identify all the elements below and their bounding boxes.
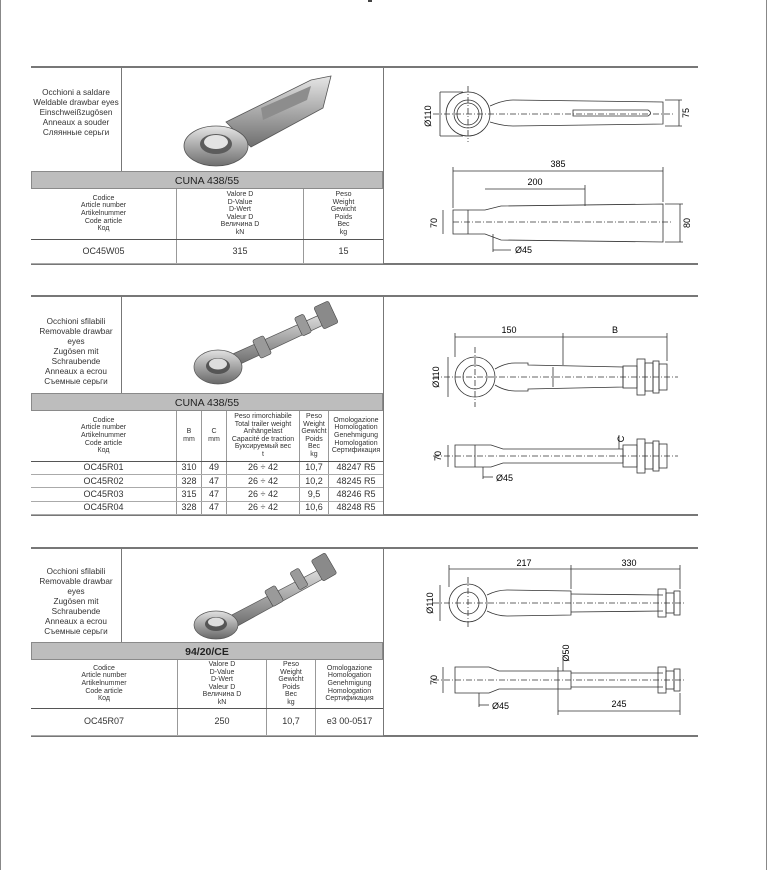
name-ru: Съемные серьги (44, 377, 108, 386)
header-c: C mm (202, 411, 227, 461)
name-de: Einschweißzugösen (39, 108, 113, 117)
dim-bore-diameter: Ø45 (496, 473, 514, 483)
dim-left-height: 70 (429, 217, 439, 229)
section-top-rule (31, 66, 698, 68)
cell-c: 47 (202, 501, 227, 514)
dim-eye-length: 217 (516, 558, 532, 568)
dim-height: 70 (429, 674, 439, 686)
spec-table (31, 189, 383, 264)
dim-height: 70 (433, 450, 443, 462)
cell-code: OC45W05 (31, 239, 177, 264)
technical-drawing (393, 317, 693, 507)
name-en: Weldable drawbar eyes (33, 98, 119, 107)
cell-b: 310 (177, 461, 202, 474)
weldable-eye-illustration (171, 72, 371, 172)
cell-d-value: 250 (178, 708, 267, 735)
cell-code: OC45R01 (31, 461, 177, 474)
product-name-multilingual (31, 88, 121, 138)
dim-thread-length: 245 (611, 699, 627, 709)
cell-weight: 9,5 (300, 488, 329, 501)
table-row (31, 239, 383, 264)
name-en: Removable drawbar eyes (39, 577, 113, 596)
technical-drawing (393, 557, 693, 729)
cell-code: OC45R07 (31, 708, 178, 735)
page-border-left (0, 0, 1, 870)
language-divider (121, 547, 122, 642)
header-homologation: Omologazione Homologation Genehmigung Homologation Сертификация (316, 660, 384, 708)
header-code: Codice Article number Artikelnummer Code article Код (31, 189, 177, 239)
cell-c: 47 (202, 488, 227, 501)
header-d-value: Valore D D-Value D-Wert Valeur D Величина D kN (177, 189, 304, 239)
product-name-multilingual (31, 567, 121, 637)
name-en: Removable drawbar eyes (39, 327, 113, 346)
cell-code: OC45R02 (31, 474, 177, 487)
cell-b: 328 (177, 501, 202, 514)
cell-b: 315 (177, 488, 202, 501)
cell-d-value: 315 (177, 239, 304, 264)
name-it: Occhioni a saldare (42, 88, 110, 97)
cell-weight: 10,6 (300, 501, 329, 514)
section-removable-eyes (31, 295, 698, 517)
spec-table (31, 411, 383, 515)
spec-table (31, 660, 383, 736)
header-code: Codice Article number Artikelnummer Code article Код (31, 660, 178, 708)
cell-code: OC45R04 (31, 501, 177, 514)
dim-c: C (616, 435, 626, 443)
cell-c: 47 (202, 474, 227, 487)
table-row (31, 501, 383, 514)
language-divider (121, 295, 122, 393)
dim-overall-length: 385 (550, 159, 566, 169)
cell-trailer-weight: 26 ÷ 42 (227, 474, 300, 487)
name-ru: Съемные серьги (44, 627, 108, 636)
standard-band: CUNA 438/55 (31, 393, 383, 411)
removable-eye-ce-illustration (176, 549, 376, 641)
name-fr: Anneaux a ecrou (45, 367, 107, 376)
cell-weight: 10,7 (267, 708, 316, 735)
cell-trailer-weight: 26 ÷ 42 (227, 501, 300, 514)
cell-weight: 10,2 (300, 474, 329, 487)
header-code: Codice Article number Artikelnummer Code article Код (31, 411, 177, 461)
name-de: Zugösen mit Schraubende (51, 347, 101, 366)
name-fr: Anneaux a ecrou (45, 617, 107, 626)
cell-homologation: 48247 R5 (329, 461, 384, 474)
dim-slot-height: 75 (681, 107, 691, 119)
table-row (31, 461, 383, 474)
dim-eye-length: 150 (501, 325, 517, 335)
language-divider (121, 66, 122, 171)
cell-homologation: e3 00-0517 (316, 708, 384, 735)
dim-b: B (611, 325, 619, 335)
product-name-multilingual (31, 317, 121, 387)
dim-shank-length: 330 (621, 558, 637, 568)
name-it: Occhioni sfilabili (46, 567, 106, 576)
table-row (31, 708, 383, 735)
dim-shank-diameter: Ø50 (561, 644, 571, 662)
top-page-mark (368, 0, 372, 2)
cell-trailer-weight: 26 ÷ 42 (227, 488, 300, 501)
header-weight: Peso Weight Gewicht Poids Вес kg (304, 189, 384, 239)
cell-c: 49 (202, 461, 227, 474)
column-divider (383, 547, 384, 737)
cell-code: OC45R03 (31, 488, 177, 501)
header-b: B mm (177, 411, 202, 461)
standard-band: CUNA 438/55 (31, 171, 383, 189)
dim-eye-diameter: Ø110 (431, 366, 441, 388)
dim-bore-diameter: Ø45 (515, 245, 533, 255)
cell-homologation: 48246 R5 (329, 488, 384, 501)
dim-eye-diameter: Ø110 (423, 105, 433, 127)
removable-eye-illustration (176, 297, 376, 393)
cell-b: 328 (177, 474, 202, 487)
column-divider (383, 295, 384, 516)
table-row (31, 488, 383, 501)
table-row (31, 474, 383, 487)
dim-shank-length: 200 (527, 177, 543, 187)
name-ru: Сляянные серьги (42, 128, 110, 137)
header-d-value: Valore D D-Value D-Wert Valeur D Величина D kN (178, 660, 267, 708)
technical-drawing (393, 72, 693, 260)
header-weight: Peso Weight Gewicht Poids Вес kg (300, 411, 329, 461)
header-weight: Peso Weight Gewicht Poids Вес kg (267, 660, 316, 708)
dim-right-height: 80 (682, 217, 692, 229)
column-divider (383, 66, 384, 265)
name-fr: Anneaux a souder (42, 118, 110, 127)
cell-weight: 10,7 (300, 461, 329, 474)
cell-trailer-weight: 26 ÷ 42 (227, 461, 300, 474)
header-trailer-weight: Peso rimorchiabile Total trailer weight Anhängelast Capacité de traction Буксируемый вес t (227, 411, 300, 461)
dim-bore-diameter: Ø45 (492, 701, 510, 711)
cell-homologation: 48248 R5 (329, 501, 384, 514)
standard-band: 94/20/CE (31, 642, 383, 660)
name-de: Zugösen mit Schraubende (51, 597, 101, 616)
dim-eye-diameter: Ø110 (425, 592, 435, 614)
section-removable-eyes-ce (31, 547, 698, 739)
section-weldable-eyes (31, 66, 698, 266)
name-it: Occhioni sfilabili (46, 317, 106, 326)
header-homologation: Omologazione Homologation Genehmigung Homologation Сертификация (329, 411, 384, 461)
cell-weight: 15 (304, 239, 384, 264)
cell-homologation: 48245 R5 (329, 474, 384, 487)
